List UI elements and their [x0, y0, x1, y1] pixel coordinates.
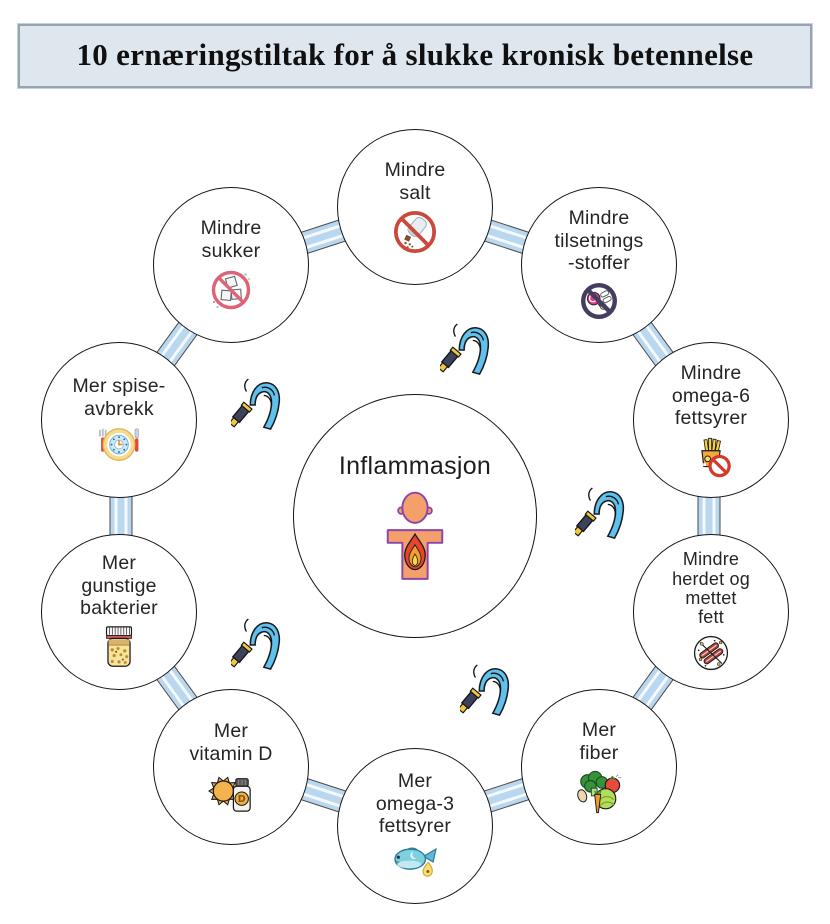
node-label: Mindre salt — [384, 159, 446, 204]
fermentation-jar-icon — [99, 624, 139, 672]
node-label: Mindre herdet og mettet fett — [672, 549, 750, 628]
node-label: Mer vitamin D — [189, 720, 273, 765]
node-label: Mer gunstige bakterier — [80, 552, 158, 620]
node-label: Mindre tilsetnings -stoffer — [554, 207, 644, 275]
plate-clock-icon — [93, 425, 145, 465]
node-mindre-salt — [337, 129, 493, 285]
node-label: Mindre omega-6 fettsyrer — [671, 362, 751, 430]
node-mindre-tilsetningsstoffer — [521, 187, 677, 343]
node-mindre-sukker — [153, 187, 309, 343]
node-label: Mer omega-3 fettsyrer — [375, 770, 455, 838]
no-salt-shaker-icon — [392, 209, 438, 255]
node-label: Mer spise- avbrekk — [72, 375, 166, 420]
sun-and-supplement-icon — [207, 770, 255, 814]
no-additives-icon — [577, 279, 621, 323]
node-mindre-herdet-og-mettet-fett — [633, 534, 789, 690]
fire-hose-icon — [460, 662, 514, 722]
vitamin-d-letter: D — [237, 793, 246, 805]
node-mer-spise-avbrekk — [41, 342, 197, 498]
fire-hose-icon — [440, 321, 494, 381]
vegetables-icon — [574, 769, 624, 815]
fire-hose-icon — [575, 485, 629, 545]
node-mer-omega-3-fettsyrer — [337, 748, 493, 904]
node-mindre-omega-6-fettsyrer — [633, 342, 789, 498]
node-mer-vitamin-d — [153, 689, 309, 845]
no-sugar-cubes-icon — [208, 267, 254, 313]
node-inflammasjon — [293, 394, 537, 638]
node-mer-fiber — [521, 689, 677, 845]
fire-hose-icon — [231, 616, 285, 676]
center-label: Inflammasjon — [338, 451, 492, 480]
page-title: 10 ernæringstiltak for å slukke kronisk betennelse — [76, 37, 754, 72]
no-bacon-plate-icon — [690, 632, 732, 674]
fire-hose-icon — [231, 376, 285, 436]
burning-person-icon — [378, 491, 452, 581]
no-french-fries-icon — [688, 434, 734, 478]
node-label: Mer fiber — [579, 719, 619, 764]
fish-and-oil-drop-icon — [389, 842, 441, 882]
node-label: Mindre sukker — [200, 217, 262, 262]
node-mer-gunstige-bakterier — [41, 534, 197, 690]
